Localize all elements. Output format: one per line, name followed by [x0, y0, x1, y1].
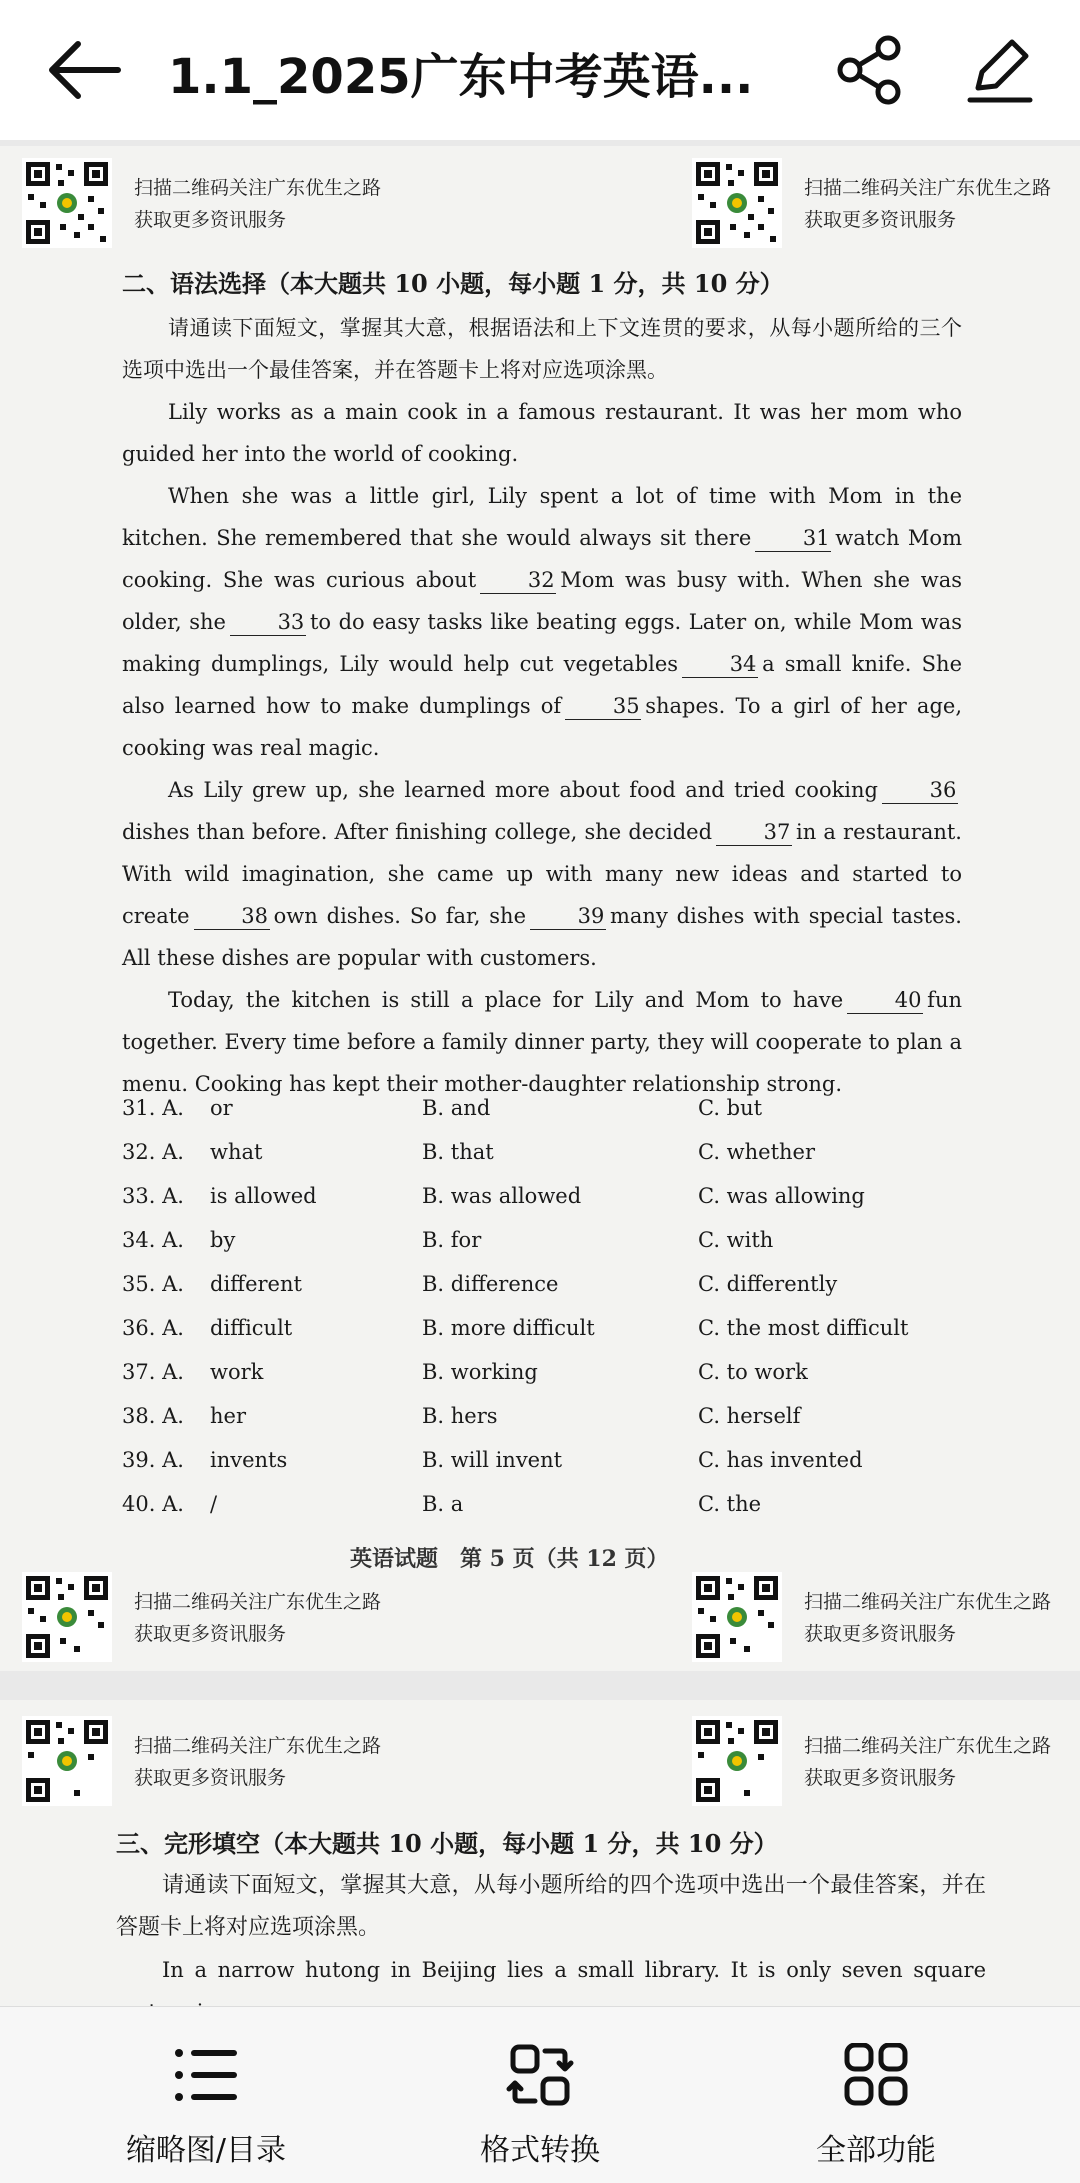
qr-banner: [692, 1572, 1051, 1662]
grid-icon: [841, 2043, 911, 2107]
document-title: 1.1_2025广东中考英语...: [168, 49, 754, 105]
qr-text-line1: 扫描二维码关注广东优生之路: [804, 1735, 1052, 1757]
instruction: 请通读下面短文，掌握其大意，从每小题所给的四个选项中选出一个最佳答案，并在答题卡上将对应选项涂黑。: [116, 1873, 986, 1940]
all-functions-button[interactable]: [746, 2043, 1006, 2169]
blank-39: 39: [530, 903, 606, 930]
document-page-5[interactable]: 扫描二维码关注广东优生之路 获取更多资讯服务 扫描二维码关注广东优生之路 获取更多资讯服务 二、语法选择（本大题共 10 小题，每小题 1 分，共 10 分） 请通读下面短文，掌握其大意，根据语法和上下文连贯的要求，从每小题所给的三个选项中选出一个最佳答案，并在答题卡上将对应选项涂黑。 Lily works as a main cook in a famous restaurant. It was her mom who guided her into the world of cooking. When she was a little girl, Lily spent a lot of time with Mom in the kitchen. She remembered that she would always sit there 31 watch Mom cooking. She was curious about 32 Mom was busy with. When she was older, she 33 to do easy tasks like beating eggs. Later on, while Mom was making dumplings, Lily would help cut vegetables 34 a small knife. She also learned how to make dumplings of 35 shapes. To a girl of her age, cooking was real magic. As Lily grew up, she learned more about food and tried cooking 36dishes than before. After finishing college, she decided 37 in a restaurant. With wild imagination, she came up with many new ideas and started to create 38 own dishes. So far, she 39 many dishes with special tastes. All these dishes are popular with customers. Today, the kitchen is still a place for Lily and Mom to have 40 fun together. Every time before a family dinner party, they will cooperate to plan a menu. Cooking has kept their mother-daughter relationship strong. 31. A. or B. and C. but 32. A. what B. that C. whether 33. A. is allowed B. was allowed C. was allowing 34. A. by B. for C. with 35. A. different B. difference C. differently 36. A. difficult B. more difficult C. the most difficult 37. A. work B. working C. to work 38. A. her B. hers C. herself 39. A. invents B. will invent C. has invented 40. A. / B. a C. the 英语试题 第 5 页（共 12 页） 扫描二维码关注广东优生之路 获取更多资讯服务 扫描二维码关注广东优生之路 获取更多资讯服务: [0, 146, 1080, 1671]
document-page-6[interactable]: [0, 1700, 1080, 2006]
qr-code-icon: [692, 1572, 782, 1662]
paragraph: Lily works as a main cook in a famous restaurant. It was her mom who guided her into the world of cooking.: [122, 400, 962, 466]
bottom-toolbar: [0, 2006, 1080, 2183]
thumbnails-label: 缩略图/目录: [125, 2133, 287, 2168]
edit-icon[interactable]: [960, 30, 1040, 110]
section-title: 三、完形填空（本大题共 10 小题，每小题 1 分，共 10 分）: [116, 1829, 778, 1858]
instruction: 请通读下面短文，掌握其大意，根据语法和上下文连贯的要求，从每小题所给的三个选项中选出一个最佳答案，并在答题卡上将对应选项涂黑。: [122, 316, 962, 382]
qr-text-line2: 获取更多资讯服务: [134, 209, 287, 231]
qr-text-line1: 扫描二维码关注广东优生之路: [134, 1735, 382, 1757]
qr-text-line2: 获取更多资讯服务: [134, 1767, 287, 1789]
section-title: 二、语法选择（本大题共 10 小题，每小题 1 分，共 10 分）: [122, 269, 784, 298]
qr-banner: [22, 1716, 381, 1806]
blank-37: 37: [716, 819, 792, 846]
blank-40: 40: [847, 987, 923, 1014]
qr-text-line1: 扫描二维码关注广东优生之路: [134, 1591, 382, 1613]
blank-34: 34: [682, 651, 758, 678]
app-bar: [0, 0, 1080, 140]
blank-36: 36: [882, 777, 958, 804]
blank-38: 38: [194, 903, 270, 930]
format-convert-button[interactable]: [410, 2043, 670, 2169]
blank-31: 31: [755, 525, 831, 552]
qr-code-icon: [692, 1716, 782, 1806]
blank-32: 32: [480, 567, 556, 594]
list-icon: [171, 2043, 241, 2107]
paragraph: Today, the kitchen is still a place for Lily and Mom to have 40 fun together. Every time before a family dinner party, they will cooperate to plan a menu. Cooking has kept their mother-daughter relationship strong.: [122, 988, 962, 1096]
qr-text-line1: 扫描二维码关注广东优生之路: [134, 177, 382, 199]
qr-text-line2: 获取更多资讯服务: [804, 209, 957, 231]
all-functions-label: 全部功能: [816, 2133, 936, 2168]
qr-text-line1: 扫描二维码关注广东优生之路: [804, 177, 1052, 199]
qr-text-line2: 获取更多资讯服务: [804, 1623, 957, 1645]
qr-text-line2: 获取更多资讯服务: [804, 1767, 957, 1789]
thumbnails-button[interactable]: [76, 2043, 336, 2169]
qr-text-line2: 获取更多资讯服务: [134, 1623, 287, 1645]
qr-code-icon: [22, 158, 112, 248]
blank-35: 35: [565, 693, 641, 720]
convert-icon: [505, 2043, 575, 2107]
paragraph: When she was a little girl, Lily spent a lot of time with Mom in the kitchen. She remembered that she would always sit there 31 watch Mom cooking. She was curious about 32 Mom was busy with. When she was older, she 33 to do easy tasks like beating eggs. Later on, while Mom was making dumplings, Lily would help cut vegetables 34 a small knife. She also learned how to make dumplings of 35 shapes. To a girl of her age, cooking was real magic.: [122, 484, 963, 760]
format-convert-label: 格式转换: [480, 2133, 600, 2168]
blank-33: 33: [230, 609, 306, 636]
qr-banner: [692, 1716, 1051, 1806]
qr-code-icon: [22, 1572, 112, 1662]
back-arrow-icon[interactable]: [40, 30, 130, 110]
qr-text-line1: 扫描二维码关注广东优生之路: [804, 1591, 1052, 1613]
qr-banner: [22, 158, 381, 248]
qr-banner: [692, 158, 1051, 248]
page-footer: 英语试题 第 5 页（共 12 页）: [350, 1546, 669, 1572]
qr-code-icon: [692, 158, 782, 248]
paragraph: In a narrow hutong in Beijing lies a small library. It is only seven square: [162, 1958, 986, 1982]
qr-banner: [22, 1572, 381, 1662]
paragraph: As Lily grew up, she learned more about food and tried cooking 36dishes than before. After finishing college, she decided 37 in a restaurant. With wild imagination, she came up with many new ideas and started to create 38 own dishes. So far, she 39 many dishes with special tastes. All these dishes are popular with customers.: [122, 778, 962, 970]
qr-code-icon: [22, 1716, 112, 1806]
share-icon[interactable]: [830, 30, 910, 110]
